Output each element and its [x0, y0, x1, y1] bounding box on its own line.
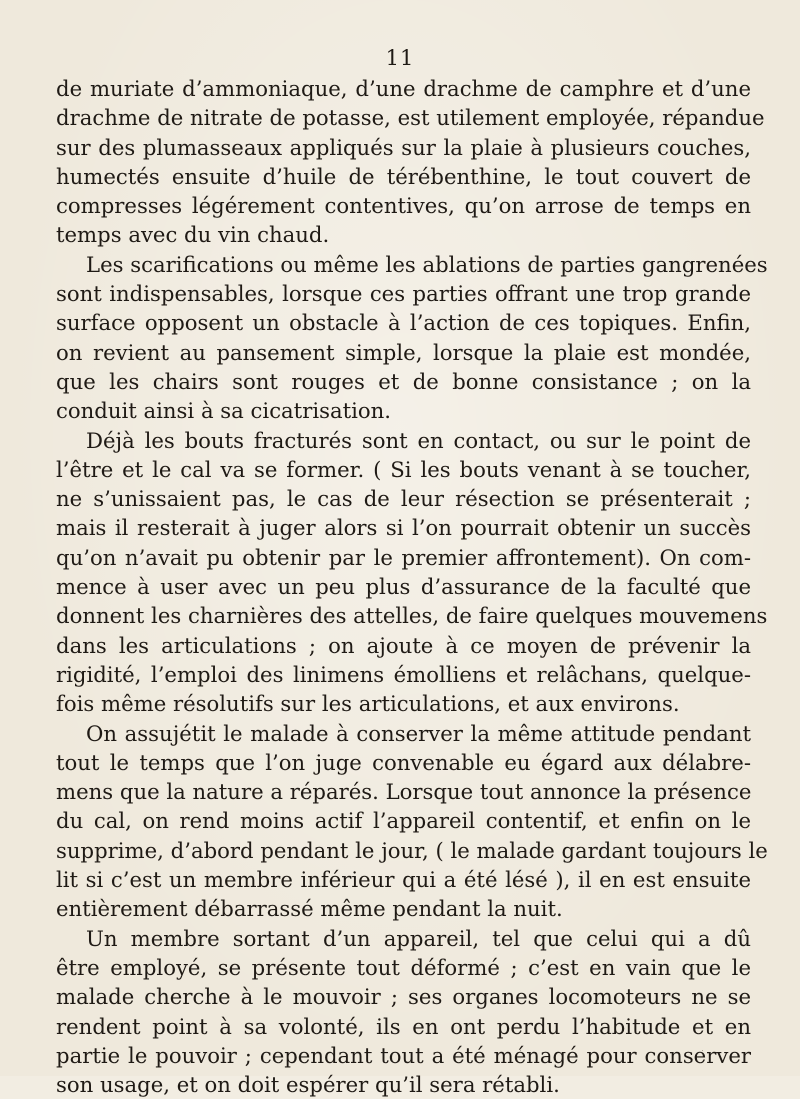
text-line: malade cherche à le mouvoir ; ses organes locomoteurs ne se: [56, 984, 751, 1010]
text-line: ne s’unissaient pas, le cas de leur résection se présenterait ;: [56, 486, 751, 512]
text-line: entièrement débarrassé même pendant la nuit.: [56, 896, 563, 922]
text-line: mais il resterait à juger alors si l’on pourrait obtenir un succès: [56, 515, 751, 541]
text-line: qu’on n’avait pu obtenir par le premier affrontement). On com-: [56, 544, 751, 570]
body-text: [56, 74, 768, 1099]
paragraph-start-line: Déjà les bouts fracturés sont en contact, ou sur le point de: [86, 427, 751, 453]
paper-speck: [520, 1050, 521, 1051]
text-line: dans les articulations ; on ajoute à ce moyen de prévenir la: [56, 632, 751, 658]
text-line: que les chairs sont rouges et de bonne consistance ; on la: [56, 368, 751, 394]
text-line: sur des plumasseaux appliqués sur la plaie à plusieurs couches,: [56, 134, 751, 160]
text-line: son usage, et on doit espérer qu’il sera rétabli.: [56, 1072, 560, 1098]
text-line: conduit ainsi à sa cicatrisation.: [56, 398, 392, 424]
text-line: tout le temps que l’on juge convenable eu égard aux délabre-: [56, 749, 751, 775]
paper-speck: [734, 1032, 735, 1033]
text-line: de muriate d’ammoniaque, d’une drachme de camphre et d’une: [56, 76, 751, 101]
text-line: temps avec du vin chaud.: [56, 222, 330, 248]
text-line: compresses légérement contentives, qu’on arrose de temps en: [56, 193, 751, 219]
text-line: rigidité, l’emploi des linimens émolliens et relâchans, quelque-: [56, 661, 751, 687]
paper-speck: [702, 1050, 703, 1051]
text-line: lit si c’est un membre inférieur qui a été lésé ), il en est ensuite: [56, 867, 751, 893]
text-line: être employé, se présente tout déformé ; c’est en vain que le: [56, 954, 751, 980]
text-line: l’être et le cal va se former. ( Si les bouts venant à se toucher,: [56, 456, 751, 482]
text-line: humectés ensuite d’huile de térébenthine, le tout couvert de: [56, 163, 751, 189]
paragraph-start-line: Un membre sortant d’un appareil, tel que celui qui a dû: [86, 925, 751, 951]
text-line: on revient au pansement simple, lorsque la plaie est mondée,: [56, 339, 751, 365]
text-line: du cal, on rend moins actif l’appareil contentif, et enfin on le: [56, 808, 751, 834]
text-line: sont indispensables, lorsque ces parties offrant une trop grande: [56, 281, 751, 307]
paragraph-start-line: Les scarifications ou même les ablations de parties gangrenées: [86, 251, 768, 277]
text-line: supprime, d’abord pendant le jour, ( le malade gardant toujours le: [56, 837, 768, 863]
text-line: surface opposent un obstacle à l’action de ces topiques. Enfin,: [56, 310, 751, 336]
text-line: drachme de nitrate de potasse, est utilement employée, répandue: [56, 105, 765, 131]
text-line: mens que la nature a réparés. Lorsque tout annonce la présence: [56, 779, 752, 805]
text-line: fois même résolutifs sur les articulations, et aux environs.: [56, 691, 680, 717]
text-line: partie le pouvoir ; cependant tout a été ménagé pour conserver: [56, 1042, 751, 1068]
text-line: mence à user avec un peu plus d’assurance de la faculté que: [56, 574, 751, 600]
page-number: 11: [385, 46, 415, 70]
text-line: rendent point à sa volonté, ils en ont perdu l’habitude et en: [56, 1013, 751, 1039]
text-line: donnent les charnières des attelles, de faire quelques mouvemens: [56, 603, 768, 629]
paragraph-start-line: On assujétit le malade à conserver la même attitude pendant: [86, 720, 751, 746]
